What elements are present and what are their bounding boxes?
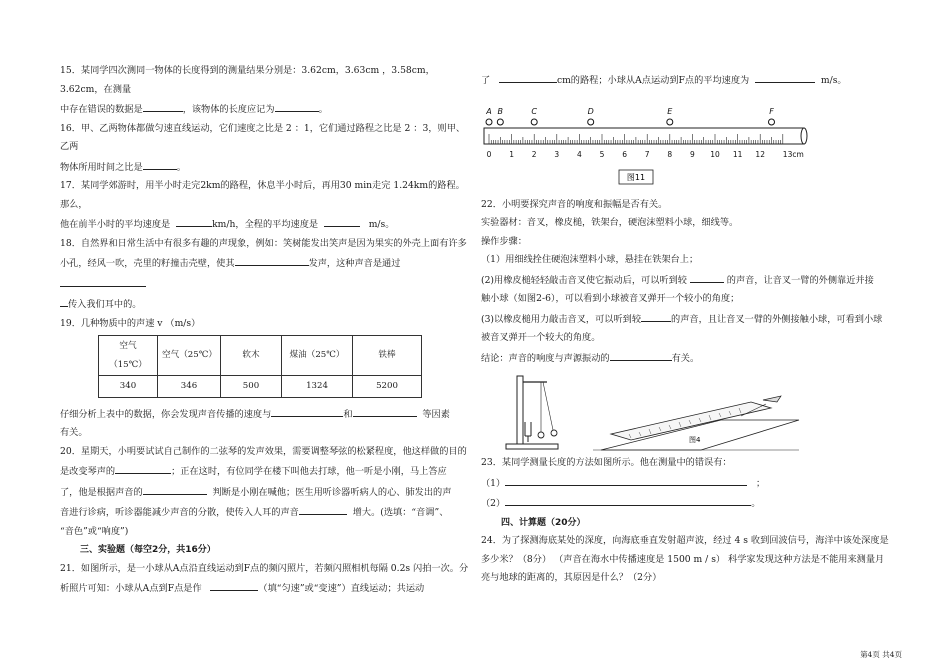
q24-text-2: 多少米？（8分） （声音在海水中传播速度是 1500 m / s） 科学家发现这种方法是不能用来测量月 [481, 553, 885, 565]
answer-blank[interactable] [143, 99, 183, 112]
table-cell: 1324 [282, 376, 353, 398]
answer-blank[interactable] [115, 461, 171, 474]
q18-line3 [60, 294, 472, 315]
q16-text-2: 物体所用时间之比是 [60, 161, 143, 173]
question-21 [60, 560, 472, 579]
q22-steps-text: 操作步骤： [481, 235, 527, 247]
answer-blank[interactable] [235, 253, 309, 266]
q21-text: 21．如图所示，是一小球从A点沿直线运动到F点的频闪照片，若频闪照相机每隔 0.2s 闪拍一次。分 [60, 562, 469, 574]
q19-line3 [60, 424, 472, 443]
q15-text-3: ，该物体的长度应记为 [182, 104, 275, 115]
q20-line4 [60, 502, 472, 523]
table-header-cell: 煤油（25℃） [282, 336, 353, 376]
ruler-tick-label: 4 [577, 149, 582, 159]
q22-step3-text: (3)以橡皮槌用力敲击音叉，可以听到较 [481, 313, 642, 325]
tuning-fork-figure [481, 372, 801, 454]
q22-materials-text: 实验器材：音叉，橡皮槌，铁架台，硬泡沫塑料小球，细线等。 [481, 217, 739, 228]
answer-blank[interactable] [60, 274, 146, 287]
q23-line1 [481, 473, 891, 494]
q20-text-8: “音色”或“响度”) [60, 525, 129, 537]
answer-blank[interactable] [60, 294, 68, 307]
q23-item-1-end: ； [756, 477, 766, 489]
answer-blank[interactable] [755, 70, 815, 83]
question-19 [60, 315, 472, 334]
figure-4 [481, 372, 891, 454]
q20-line2 [60, 461, 472, 482]
question-16 [60, 120, 472, 157]
q19-text-5: 有关。 [60, 427, 88, 438]
q16-line2 [60, 157, 472, 178]
answer-blank[interactable] [143, 157, 177, 170]
ruler-tick-label: 13cm [782, 149, 804, 159]
table-row [99, 376, 422, 398]
q19-text-3: 和 [343, 408, 353, 420]
right-column [481, 70, 891, 588]
ruler-tick-label: 11 [732, 149, 743, 159]
ball-position [486, 119, 492, 125]
ball-position-label: E [667, 106, 673, 116]
table-cell: 5200 [353, 376, 422, 398]
q19-text-4: 等因素 [422, 408, 450, 420]
q23-item-2-end: 。 [751, 498, 761, 509]
table-header-cell: 空气（25℃） [158, 336, 221, 376]
q21-line2 [60, 578, 472, 599]
q16-text-3: 。 [176, 161, 186, 173]
q15-line2 [60, 99, 472, 120]
q20-text-4: 了，他是根据声音的 [60, 486, 143, 498]
ruler-tick-label: 7 [644, 149, 650, 159]
q22-step2-text: (2)用橡皮槌轻轻敲击音叉使它振动后，可以听到较 [481, 274, 687, 286]
answer-blank[interactable] [176, 214, 212, 227]
q24-text: 24．为了探测海底某处的深度，向海底垂直发射超声波，经过 4 s 收到回波信号，海洋中该处深度是 [481, 535, 889, 546]
answer-blank[interactable] [299, 502, 347, 515]
q22-conclusion-text: 结论：声音的响度与声源振动的 [481, 352, 610, 364]
q22-step2b [481, 290, 891, 309]
q22-step3 [481, 309, 891, 330]
iron-stand-drawing [506, 376, 558, 449]
q20-text-5: 判断是小刚在喊他；医生用听诊器听病人的心、肺发出的声 [212, 486, 452, 498]
ball-position-label: A [486, 106, 492, 116]
ball-position [497, 119, 503, 125]
q20-line5 [60, 523, 472, 542]
question-18 [60, 235, 472, 254]
table-cell: 346 [158, 376, 221, 398]
page-footer: 第4页 共4页 [860, 650, 902, 659]
ruler-tick-label: 10 [710, 149, 720, 159]
q22-conclusion-text-2: 有关。 [671, 352, 700, 364]
table-header-row [99, 336, 422, 376]
ruler-figure [481, 100, 811, 190]
q20-text-6: 音进行诊病，听诊器能减少声音的分散，使传入人耳的声音 [60, 507, 299, 518]
sound-speed-table [98, 335, 422, 398]
question-23 [481, 454, 891, 473]
q20-line3 [60, 482, 472, 503]
q22-step2b-text: 触小球（如图2-6），可以看到小球被音叉弹开一个较小的角度； [481, 293, 740, 304]
answer-blank[interactable] [143, 482, 207, 495]
table-cell: 340 [99, 376, 158, 398]
ruler-tick-label: 2 [531, 149, 537, 159]
ruler-tick-label: 12 [755, 149, 765, 159]
figure-11 [481, 100, 891, 190]
q21-text-4: 了 [481, 75, 491, 86]
q20-text-2: 是改变琴声的 [60, 466, 116, 477]
question-20 [60, 443, 472, 462]
q22-step2 [481, 270, 891, 291]
q24-line2 [481, 551, 891, 570]
figure-11-caption: 图11 [626, 172, 646, 182]
table-header-cell: 空气（15℃） [99, 336, 158, 376]
ruler-tick-label: 6 [622, 149, 627, 159]
question-15 [60, 62, 472, 99]
ball-position [531, 119, 537, 125]
ruler-tick-label: 5 [599, 149, 605, 159]
ruler-body [484, 128, 807, 144]
q21-text-3: （填“匀速”或“变速”）直线运动；共运动 [258, 583, 425, 594]
ruler-tick-label: 9 [690, 149, 695, 159]
q17-text-4: m/s。 [368, 219, 395, 230]
q18-text: 18．自然界和日常生活中有很多有趣的声现象，例如：笑树能发出笑声是因为果实的外壳上面有许多 [60, 237, 467, 249]
answer-blank[interactable] [210, 578, 258, 591]
answer-blank[interactable] [690, 270, 724, 283]
q17-text-3: km/h，全程的平均速度是 [212, 219, 319, 230]
q22-steps [481, 233, 891, 252]
question-22 [481, 196, 891, 215]
q22-step3b-text: 被音叉弹开一个较大的角度。 [481, 332, 601, 343]
figure-4-caption: 图4 [689, 436, 701, 444]
ruler-tick-label: 1 [509, 149, 514, 159]
question-24 [481, 532, 891, 551]
answer-blank[interactable] [275, 99, 319, 112]
q17-text: 17．某同学郊游时，用半小时走完2km的路程，休息半小时后，再用30 min走完 1.24km的路程。那么， [60, 180, 465, 210]
q22-step2-text-2: 的声音，让音叉一臂的外侧靠近并接 [726, 274, 874, 286]
left-column [60, 62, 472, 599]
q17-text-2: 他在前半小时的平均速度是 [60, 219, 171, 230]
q22-step3-text-2: 的声音，且让音叉一臂的外侧接触小球，可看到小球 [671, 313, 883, 325]
q24-line3 [481, 569, 891, 588]
section-3-heading: 三、实验题（每空2分，共16分） [80, 545, 216, 555]
q23-line2 [481, 493, 891, 514]
ball-position [667, 119, 673, 125]
q17-line2 [60, 214, 472, 235]
ball-position-label: C [531, 106, 537, 116]
q21-text-5: cm的路程；小球从A点运动到F点的平均速度为 [556, 75, 750, 86]
ruler-tick-label: 8 [667, 149, 673, 159]
answer-blank[interactable] [610, 348, 672, 361]
q19-text-2: 仔细分析上表中的数据，你会发现声音传播的速度与 [60, 408, 272, 420]
q22-step1 [481, 251, 891, 270]
q15-text-4: 。 [318, 104, 328, 115]
question-17 [60, 177, 472, 214]
q18-text-3: 发声，这种声音是通过 [308, 258, 401, 269]
ruler-tick-label: 3 [554, 149, 560, 159]
table-cell: 500 [221, 376, 282, 398]
q23-item-1: （1） [481, 477, 506, 489]
q16-text: 16．甲、乙两物体都做匀速直线运动，它们速度之比是 2 ：1，它们通过路程之比是 2 ：3，则甲、乙两 [60, 122, 466, 152]
q18-text-4: 传入我们耳中的。 [68, 299, 142, 310]
q21-text-2: 析照片可知：小球从A点到F点是作 [60, 583, 202, 594]
answer-blank[interactable] [499, 70, 557, 83]
answer-blank[interactable] [505, 493, 751, 506]
table-header-cell: 软木 [221, 336, 282, 376]
q23-item-2: （2） [481, 498, 506, 509]
q23-text: 23．某同学测量长度的方法如图所示。他在测量中的错误有： [481, 457, 732, 468]
q18-line2 [60, 253, 472, 294]
q19-text: 19．几种物质中的声速 v （m/s） [60, 317, 201, 329]
q22-step3b [481, 329, 891, 348]
q21-continued [481, 70, 891, 91]
q20-text: 20．星期天，小明要试试自己制作的二弦琴的发声效果，需要调整琴弦的松紧程度，他这样做的目的 [60, 445, 467, 457]
q19-line2 [60, 404, 472, 425]
answer-blank[interactable] [505, 473, 747, 486]
ball-position-label: D [587, 106, 594, 116]
ball-position [588, 119, 594, 125]
answer-blank[interactable] [271, 404, 343, 417]
ball-position-label: B [497, 106, 504, 116]
answer-blank[interactable] [324, 214, 360, 227]
q15-text-2: 中存在错误的数据是 [60, 104, 143, 115]
q24-text-3: 亮与地球的距离的，其原因是什么？（2分） [481, 572, 662, 583]
answer-blank[interactable] [353, 404, 417, 417]
q18-text-2: 小孔，经风一吹，壳里的籽撞击壳壁，使其 [60, 258, 235, 269]
q22-text: 22．小明要探究声音的响度和振幅是否有关。 [481, 198, 668, 210]
q22-step1-text: （1）用细线拴住硬泡沫塑料小球，悬挂在铁架台上； [481, 254, 699, 265]
q20-text-7: 增大。(选填：“音调”、 [352, 507, 449, 518]
q22-conclusion [481, 348, 891, 369]
section-4-heading: 四、计算题（20分） [501, 517, 586, 528]
q22-materials [481, 214, 891, 233]
ball-position-label: F [769, 106, 774, 116]
q21-text-6: m/s。 [820, 75, 847, 86]
table-header-cell: 铁棒 [353, 336, 422, 376]
answer-blank[interactable] [641, 309, 671, 322]
q15-text: 15．某同学四次测同一物体的长度得到的测量结果分别是：3.62cm，3.63cm ，3.58cm，3.62cm，在测量 [60, 65, 435, 95]
ball-position [769, 119, 775, 125]
q20-text-3: ；正在这时，有位同学在楼下叫他去打球，他一听是小刚，马上答应 [171, 466, 447, 477]
ruler-tick-label: 0 [486, 149, 492, 159]
